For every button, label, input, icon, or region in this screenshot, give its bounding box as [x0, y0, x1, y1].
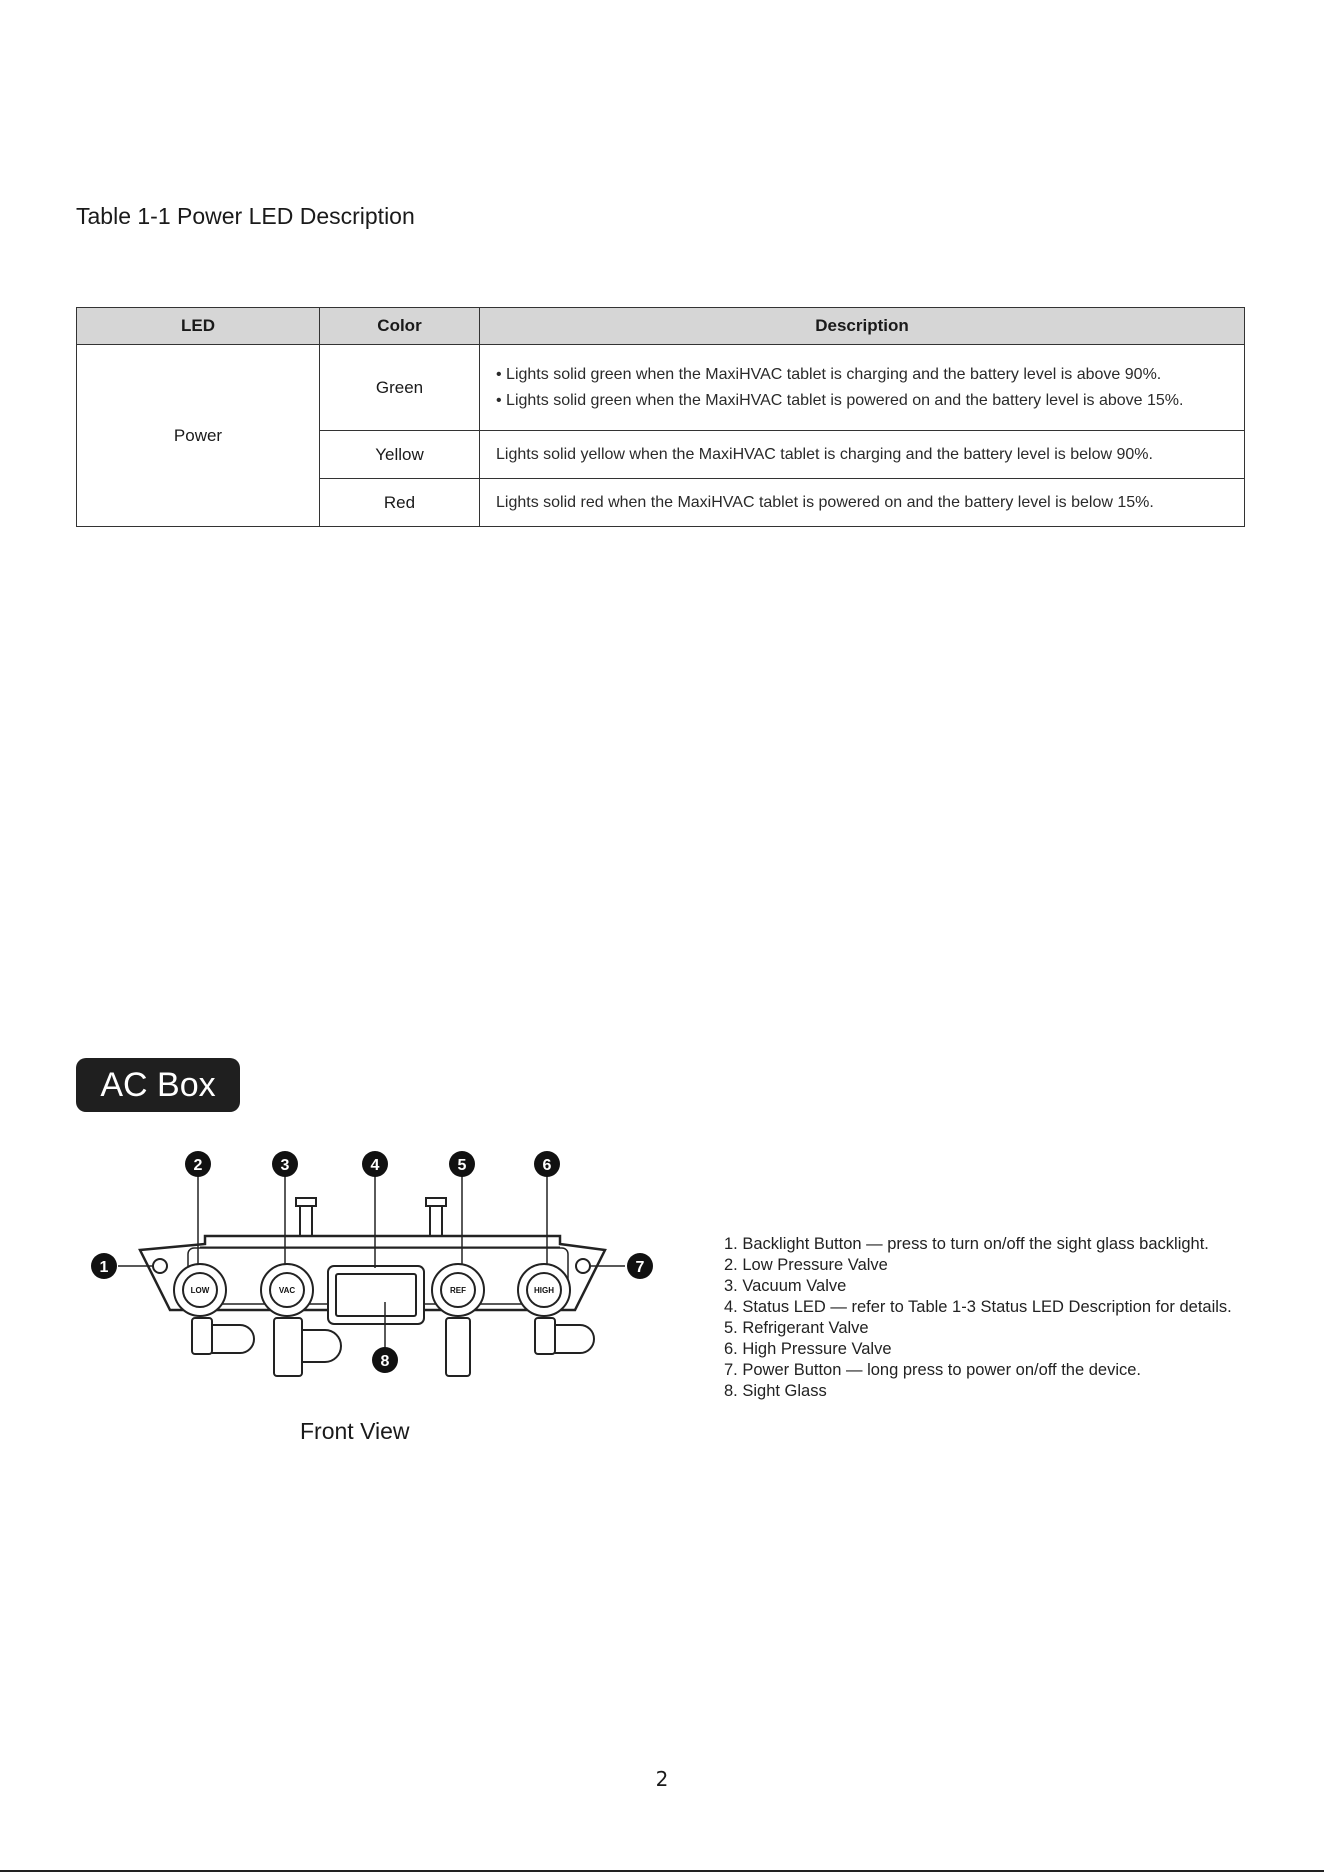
callout-marker: 1 [99, 1259, 109, 1276]
callout-marker: 2 [193, 1157, 203, 1174]
component-legend [724, 1234, 1232, 1402]
description-cell: Lights solid red when the MaxiHVAC tablet is powered on and the battery level is below 15%. [480, 479, 1245, 527]
callout-marker: 8 [380, 1353, 390, 1370]
power-led-table [76, 307, 1245, 527]
description-cell: Lights solid yellow when the MaxiHVAC tablet is charging and the battery level is below 90%. [480, 431, 1245, 479]
legend-item: 5. Refrigerant Valve [724, 1319, 869, 1337]
color-cell: Red [320, 479, 480, 527]
legend-item: 4. Status LED — refer to Table 1-3 Status LED Description for details. [724, 1298, 1232, 1316]
ac-box-front-view-figure [80, 1140, 680, 1390]
led-cell: Power [77, 345, 320, 527]
header-led: LED [77, 308, 320, 345]
valve-label: HIGH [534, 1286, 554, 1295]
legend-item: 8. Sight Glass [724, 1382, 827, 1400]
table-header-row [77, 308, 1245, 345]
callout-marker: 4 [370, 1157, 380, 1174]
header-color: Color [320, 308, 480, 345]
page-number: 2 [655, 1767, 669, 1791]
section-badge: AC Box [76, 1058, 240, 1112]
description-line: • Lights solid green when the MaxiHVAC tablet is powered on and the battery level is above 15%. [496, 388, 1243, 414]
legend-item: 7. Power Button — long press to power on/off the device. [724, 1361, 1142, 1379]
color-cell: Green [320, 345, 480, 431]
callout-marker: 5 [457, 1157, 467, 1174]
callout-marker: 7 [635, 1259, 645, 1276]
valve-label: LOW [190, 1286, 210, 1295]
legend-item: 6. High Pressure Valve [724, 1340, 892, 1358]
header-description: Description [480, 308, 1245, 345]
legend-item: 1. Backlight Button — press to turn on/off the sight glass backlight. [724, 1235, 1209, 1253]
description-line: • Lights solid green when the MaxiHVAC tablet is charging and the battery level is above 90%. [496, 362, 1243, 388]
figure-caption: Front View [300, 1418, 410, 1444]
legend-item: 2. Low Pressure Valve [724, 1256, 888, 1274]
legend-item: 3. Vacuum Valve [724, 1277, 847, 1295]
valve-label: REF [450, 1286, 466, 1295]
description-cell [480, 345, 1245, 431]
table-row [77, 345, 1245, 431]
callout-marker: 3 [280, 1157, 290, 1174]
valve-label: VAC [278, 1286, 296, 1295]
table-title: Table 1-1 Power LED Description [76, 203, 415, 229]
callout-marker: 6 [542, 1157, 552, 1174]
color-cell: Yellow [320, 431, 480, 479]
